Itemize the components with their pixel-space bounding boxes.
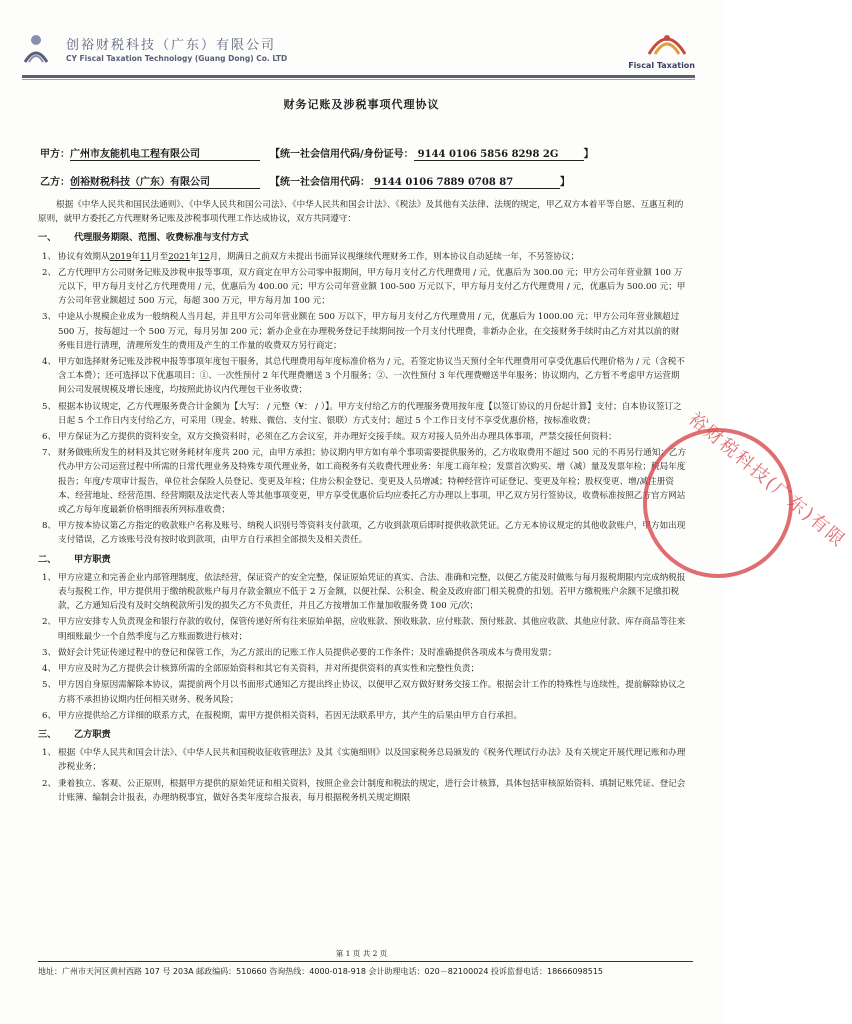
letterhead xyxy=(22,28,695,78)
clause-1-7: 7、 财务做账所发生的材料及其它财务耗材年度共 200 元，由甲方承担；协议期内甲方如有单个事项需要提供服务的，乙方收取费用不超过 500 元的不再另行通知；乙方代办甲方公司运营过程中所需的日常代理业务及特殊专项代理业务，如工商税务有关收费代理业务：年度工商年检；发票首次购买、增（减）量及发票年检；税局年度报告；年度/专项审计报告，单位社会保险人员登记、变更及年检；住房公积金登记、变更及人员增减；特种经营许可证登记、变更及年检；股权变更、增/减注册资本、经营地址、经营范围、经营期限及法定代表人等其他事项变更，甲方享受优惠价后均应委托乙方办理以上事项，甲乙双方另行签协议，收费标准按照乙方官方网站或乙方每年度最新价格明细表所列标准收费； xyxy=(42,448,687,516)
company-name-en: CY Fiscal Taxation Technology (Guang Dong) Co. LTD xyxy=(66,54,288,63)
party-a-code: 9144 0106 5856 8298 2G xyxy=(414,149,584,161)
party-b-name: 创裕财税科技（广东）有限公司 xyxy=(70,173,260,189)
party-b-code-label: 【统一社会信用代码： xyxy=(270,177,370,188)
company-seal xyxy=(643,408,850,578)
company-name-cn: 创裕财税科技（广东）有限公司 xyxy=(66,38,277,53)
agreement-body xyxy=(38,198,688,807)
header-rule xyxy=(22,75,695,78)
clause-2-2: 2、 甲方应安排专人负责现金和银行存款的收付，保管传递好所有往来原始单据，应收账款、预收账款、应付账款、预付账款、其他应收款、其他应付款、库存商品等往来明细账最少一个自然季度与乙方账面数进行核对； xyxy=(42,617,686,642)
section-2-heading: 二、 甲方职责 xyxy=(38,553,111,565)
header-rule-thin xyxy=(22,79,695,80)
clause-1-5: 5、 根据本协议规定，乙方代理服务费合计金额为【大写： / 元整（¥： / ）】。甲方支付给乙方的代理服务费用按年度【以签订协议的月份起计算】支付；自本协议签订之日起 5 个工作日内支付给乙方，可采用（现金、转账、微信、支付宝、银联）方式支付；超过 5 个工作日支付不享受优惠价格，按标准收费； xyxy=(42,401,682,426)
party-b-close: 】 xyxy=(560,177,570,188)
clause-1-1: 1、 协议有效期从2019年11月至2021年12月，期满日之前双方未提出书面异议视继续代理财务工作，则本协议自动延续一年，不另签协议； xyxy=(42,251,580,262)
party-b-line xyxy=(40,173,570,189)
clause-1-8: 8、 甲方按本协议第乙方指定的收款账户名称及账号、纳税人识别号等资料支付款项，乙方收到款项后即时提供收款凭证。乙方无本协议规定的其他收款账户，甲方如出现支付错误，乙方该账号没有按时收到款项，由甲方自行承担全部损失及相关责任。 xyxy=(42,521,686,546)
footer-rule xyxy=(38,961,693,962)
party-a-label: 甲方： xyxy=(40,149,70,160)
party-a-name: 广州市友能机电工程有限公司 xyxy=(70,145,260,161)
footer-contact: 地址：广州市天河区黄村西路 107 号 203A 邮政编码：510660 咨询热线：4000-018-918 会计助理电话：020－82100024 投诉监督电话：18666098515 xyxy=(38,967,603,976)
clause-2-3: 3、 做好会计凭证传递过程中的登记和保管工作，为乙方派出的记账工作人员提供必要的工作条件；及时准确提供各项成本与费用发票； xyxy=(42,647,557,658)
clause-1-4: 4、 甲方如选择财务记账及涉税申报等事项年度包干服务，其总代理费用每年度标准价格为 / 元，若签定协议当天预付全年代理费用可享受优惠后代理价格为 / 元（含税不含工本费）；还可选择以下优惠项目：①、一次性预付 2 年代理费赠送 3 个月服务；②、一次性预付 3 年代理费赠送半年服务；协议期内，乙方暂不考虑甲方运营期间公司发展规模及增长速度，均按照此协议内代理包干业务收费； xyxy=(42,357,685,396)
document-title: 财务记账及涉税事项代理协议 xyxy=(283,98,440,111)
party-a-code-label: 【统一社会信用代码/身份证号： xyxy=(270,149,414,160)
party-a-close: 】 xyxy=(583,149,594,160)
clause-2-5: 5、 甲方因自身原因需解除本协议，需提前两个月以书面形式通知乙方提出终止协议，以便甲乙双方做好财务交接工作。根据会计工作的特殊性与连续性，提前解除协议之方将不承担协议期内任何相关财务、税务风险； xyxy=(42,680,686,705)
fiscal-taxation-logo-icon xyxy=(645,28,689,58)
section-3-heading: 三、 乙方职责 xyxy=(38,728,111,740)
clause-2-4: 4、 甲方应及时为乙方提供会计核算所需的全部原始资料和其它有关资料，并对所提供资料的真实性和完整性负责； xyxy=(42,664,480,675)
clause-2-6: 6、 甲方应提供给乙方详细的联系方式，在报税期，需甲方提供相关资料，若因无法联系甲方，其产生的后果由甲方自行承担。 xyxy=(42,710,523,721)
clause-3-2: 2、 秉着独立、客观、公正原则，根据甲方提供的原始凭证和相关资料，按照企业会计制度和税法的规定，进行会计核算，具体包括审核原始资料、填制记账凭证、登记会计账簿、编制会计报表，办理纳税事宜，做好各类年度综合报表，每月根据税务机关规定期限 xyxy=(42,778,686,803)
party-a-line xyxy=(40,145,594,161)
brand-text: Fiscal Taxation xyxy=(628,61,695,70)
company-logo-icon xyxy=(22,32,50,66)
clause-3-1: 1、 根据《中华人民共和国会计法》、《中华人民共和国税收征收管理法》及其《实施细则》以及国家税务总局颁发的《税务代理试行办法》及有关规定开展代理记账和办理涉税业务； xyxy=(42,748,686,773)
clause-2-1: 1、 甲方应建立和完善企业内部管理制度，依法经营，保证资产的安全完整，保证原始凭证的真实、合法、准确和完整，以便乙方能及时做账与每月报税期限内完成纳税报表与报税工作，甲方提供用于缴纳税款账户每月存款金额应不低于 2 万金额，以便社保、公积金、税金及政府部门相关税费的扣划。若甲方缴税账户余额不足缴扣税款，乙方通知后没有及时交纳税款所引发的损失乙方不负责任，并且乙方按增加工作量加收服务费 100 元/次； xyxy=(42,572,686,612)
clause-1-2: 2、 乙方代理甲方公司财务记账及涉税申报等事项，双方商定在甲方公司零申报期间，甲方每月支付乙方代理费用 / 元，优惠后为 300.00 元；甲方公司年营业额 100 万元以下，甲方每月支付乙方代理费用 / 元，优惠后为 400.00 元；甲方公司年营业额 100-500 万元以下，甲方每月支付乙方代理费用 / 元，优惠后为 500.00 元；甲方公司年营业额超过 500 万元，每超 300 万元，甲方每月加 100 元； xyxy=(42,267,686,307)
page-number: 第 1 页 共 2 页 xyxy=(335,949,388,958)
clause-1-6: 6、 甲方保证为乙方提供的资料安全，双方交换资料时，必须在乙方会议室，并办理好交接手续。双方对接人员外出办理具体事项，严禁交接任何资料； xyxy=(42,432,617,443)
clause-1-3: 3、 中途从小规模企业成为一般纳税人当月起，并且甲方公司年营业额在 500 万以下，甲方每月支付乙方代理费用 / 元，优惠后为 1000.00 元；甲方公司年营业额超过 500 万，按每超过一个 500 万元，每月另加 200 元；新办企业在办理税务登记手续期间按一个月支付代理费，非新办企业，在交接财务手续时由乙方对其以前的财务账目进行清理，清理所发生的费用及产生的工作量的收费双方另行商定； xyxy=(42,312,680,351)
intro-paragraph: 根据《中华人民共和国民法通则》、《中华人民共和国公司法》、《中华人民共和国会计法》、《税法》及其他有关法律、法规的规定，甲乙双方本着平等自愿、互惠互利的原则，就甲方委托乙方代理财务记账及涉税事项代理工作达成协议，双方共同遵守： xyxy=(38,200,684,225)
party-b-label: 乙方： xyxy=(40,177,70,188)
section-1-heading: 一、 代理服务期限、范围、收费标准与支付方式 xyxy=(38,232,249,244)
party-b-code: 9144 0106 7889 0708 87 xyxy=(370,177,560,189)
seal-text: 裕财税科技(广东)有限 xyxy=(684,408,850,552)
